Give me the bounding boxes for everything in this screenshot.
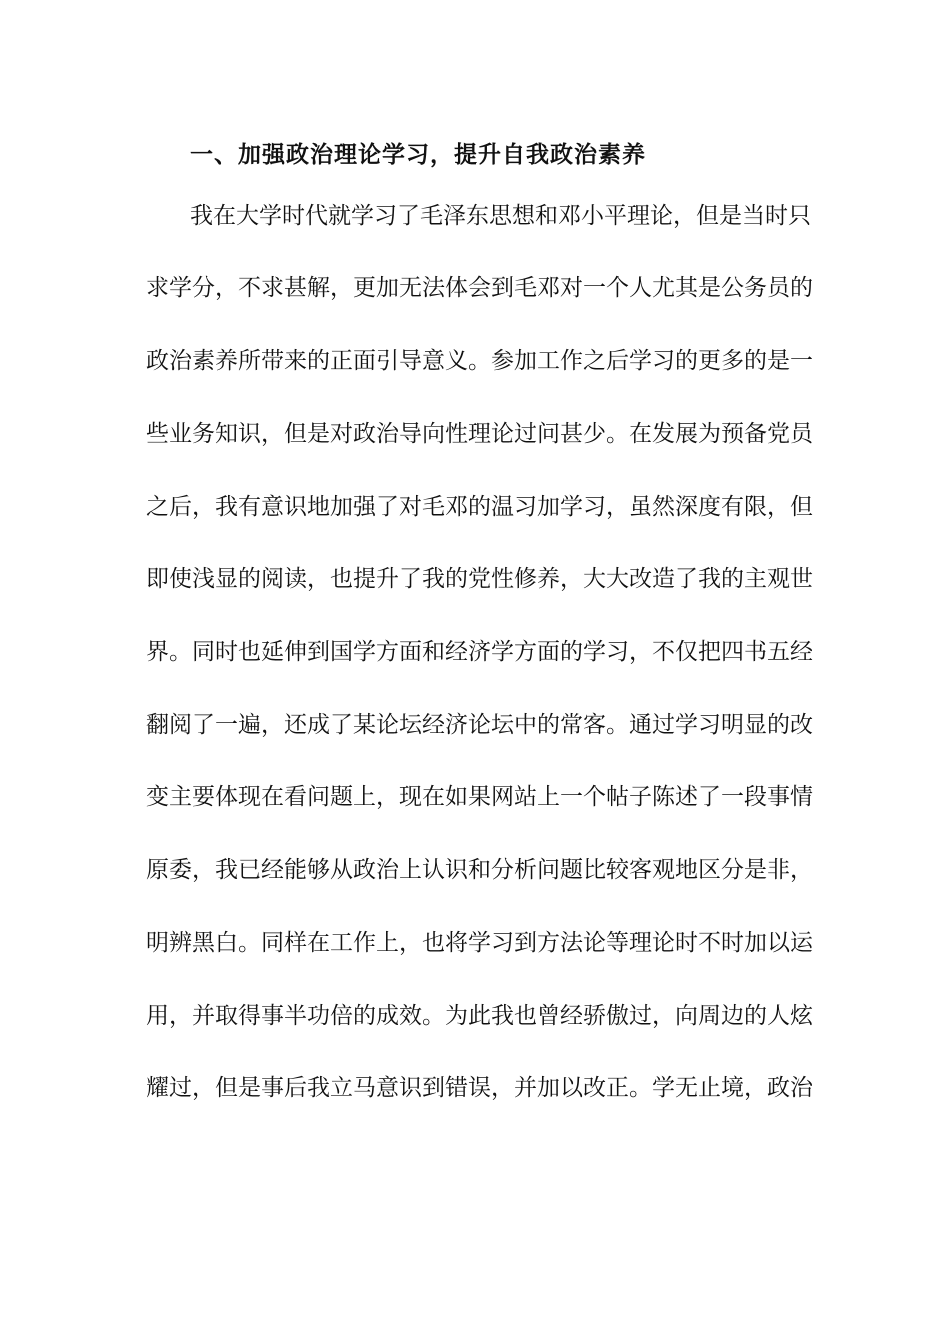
- paragraph-line: 翻阅了一遍，还成了某论坛经济论坛中的常客。通过学习明显的改: [146, 712, 813, 738]
- paragraph-line: 些业务知识，但是对政治导向性理论过问甚少。在发展为预备党员: [146, 421, 813, 447]
- paragraph-line: 界。同时也延伸到国学方面和经济学方面的学习，不仅把四书五经: [146, 639, 813, 665]
- paragraph-line: 即使浅显的阅读，也提升了我的党性修养，大大改造了我的主观世: [146, 566, 813, 592]
- paragraph-line: 我在大学时代就学习了毛泽东思想和邓小平理论，但是当时只: [190, 203, 811, 229]
- section-heading: 一、加强政治理论学习，提升自我政治素养: [190, 142, 646, 168]
- paragraph-line: 变主要体现在看问题上，现在如果网站上一个帖子陈述了一段事情: [146, 784, 813, 810]
- paragraph-line: 原委，我已经能够从政治上认识和分析问题比较客观地区分是非，: [146, 857, 813, 883]
- paragraph-line: 之后，我有意识地加强了对毛邓的温习加学习，虽然深度有限，但: [146, 494, 813, 520]
- paragraph-line: 政治素养所带来的正面引导意义。参加工作之后学习的更多的是一: [146, 348, 813, 374]
- paragraph-line: 耀过，但是事后我立马意识到错误，并加以改正。学无止境，政治: [146, 1075, 813, 1101]
- paragraph-line: 明辨黑白。同样在工作上，也将学习到方法论等理论时不时加以运: [146, 930, 813, 956]
- paragraph-line: 用，并取得事半功倍的成效。为此我也曾经骄傲过，向周边的人炫: [146, 1003, 813, 1029]
- paragraph-line: 求学分，不求甚解，更加无法体会到毛邓对一个人尤其是公务员的: [146, 275, 813, 301]
